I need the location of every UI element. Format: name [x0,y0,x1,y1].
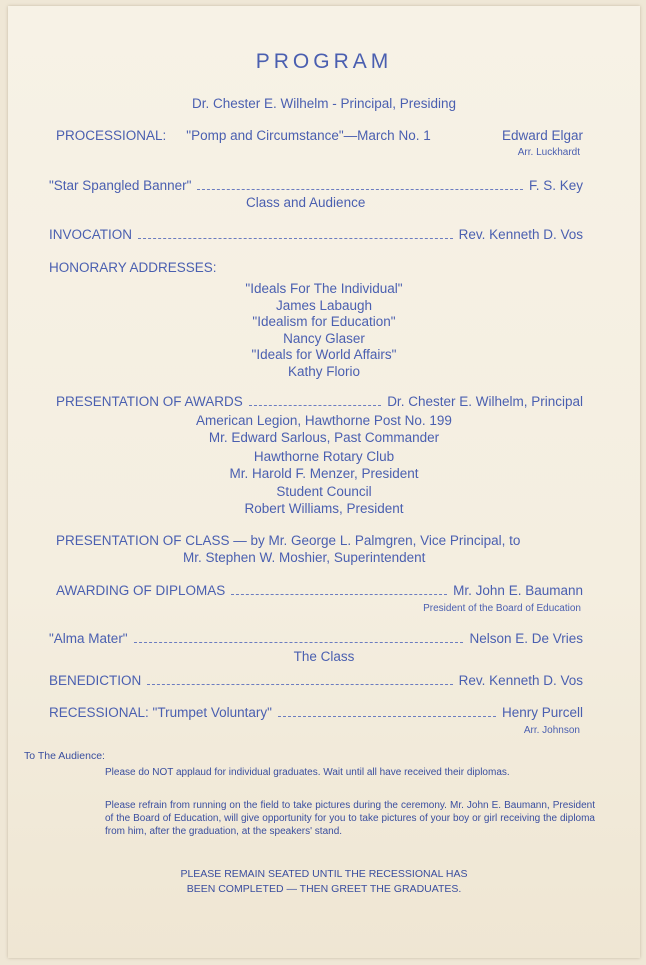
class-presentation-line1: PRESENTATION OF CLASS — by Mr. George L. Palmgren, Vice Principal, to [56,533,521,548]
award-person: Mr. Harold F. Menzer, President [229,465,419,481]
closing-line-1: PLEASE REMAIN SEATED UNTIL THE RECESSIONAL HAS [180,868,468,880]
page-title: PROGRAM [255,50,393,73]
address-title: "Idealism for Education" [252,314,396,329]
diplomas-label: AWARDING OF DIPLOMAS [56,583,226,598]
alma-mater-composer: Nelson E. De Vries [469,631,583,646]
benediction-label: BENEDICTION [49,673,142,688]
anthem-composer: F. S. Key [528,178,583,193]
audience-note-2: Please refrain from running on the field to take pictures during the ceremony. Mr. John E. Baumann, President of the Board of Education, will give opportunity for you to take pictures of your boy or girl receiving the diploma from him, after the graduation, at the speakers' stand. [105,800,595,837]
class-presentation-line2: Mr. Stephen W. Moshier, Superintendent [183,550,426,565]
benediction-line [49,673,583,688]
awards-presenter: Dr. Chester E. Wilhelm, Principal [387,394,583,409]
address-speaker: Nancy Glaser [283,330,365,346]
audience-heading: To The Audience: [24,750,105,762]
recessional-composer: Henry Purcell [501,705,583,720]
diplomas-line [56,583,583,598]
leader-dots [231,593,447,595]
leader-dots [249,404,381,406]
diplomas-role: President of the Board of Education [423,603,581,614]
alma-mater-title: "Alma Mater" [49,631,128,646]
leader-dots [147,683,452,685]
awards-group [8,413,640,446]
alma-mater-line [49,631,583,646]
recessional-line [49,705,583,720]
benediction-person: Rev. Kenneth D. Vos [458,673,583,688]
award-person: Robert Williams, President [244,500,404,516]
honorary-list [8,281,640,380]
processional-line [56,128,583,143]
recessional-arranger: Arr. Johnson [523,725,580,736]
processional-piece: "Pomp and Circumstance"—March No. 1 [186,128,431,143]
invocation-person: Rev. Kenneth D. Vos [458,227,583,242]
recessional-label: RECESSIONAL: "Trumpet Voluntary" [49,705,272,720]
anthem-performers: Class and Audience [246,195,366,210]
address-speaker: Kathy Florio [287,363,361,379]
address-title: "Ideals For The Individual" [245,281,403,296]
invocation-line [49,227,583,242]
awards-line [56,394,583,409]
leader-dots [138,237,453,239]
processional-composer: Edward Elgar [501,128,583,143]
alma-mater-performers: The Class [293,649,355,664]
audience-note-1: Please do NOT applaud for individual graduates. Wait until all have received their diplomas. [105,767,510,778]
awards-group [8,449,640,482]
diplomas-person: Mr. John E. Baumann [453,583,583,598]
address-speaker: James Labaugh [275,297,373,313]
awards-group [8,484,640,517]
address-title: "Ideals for World Affairs" [251,347,397,362]
invocation-label: INVOCATION [49,227,133,242]
anthem-title: "Star Spangled Banner" [49,178,192,193]
processional-label: PROCESSIONAL: [56,128,167,143]
processional-arranger: Arr. Luckhardt [517,147,580,158]
leader-dots [134,641,464,643]
anthem-line [49,178,583,193]
award-person: Mr. Edward Sarlous, Past Commander [208,429,440,445]
leader-dots [278,715,496,717]
leader-dots [197,188,523,190]
closing-line-2: BEEN COMPLETED — THEN GREET THE GRADUATES. [186,883,462,895]
honorary-label: HONORARY ADDRESSES: [49,260,217,275]
award-org: Hawthorne Rotary Club [253,449,395,464]
presiding-line: Dr. Chester E. Wilhelm - Principal, Presiding [191,96,457,111]
award-org: American Legion, Hawthorne Post No. 199 [196,413,452,428]
awards-label: PRESENTATION OF AWARDS [56,394,243,409]
program-sheet [8,6,640,958]
award-org: Student Council [276,484,372,499]
